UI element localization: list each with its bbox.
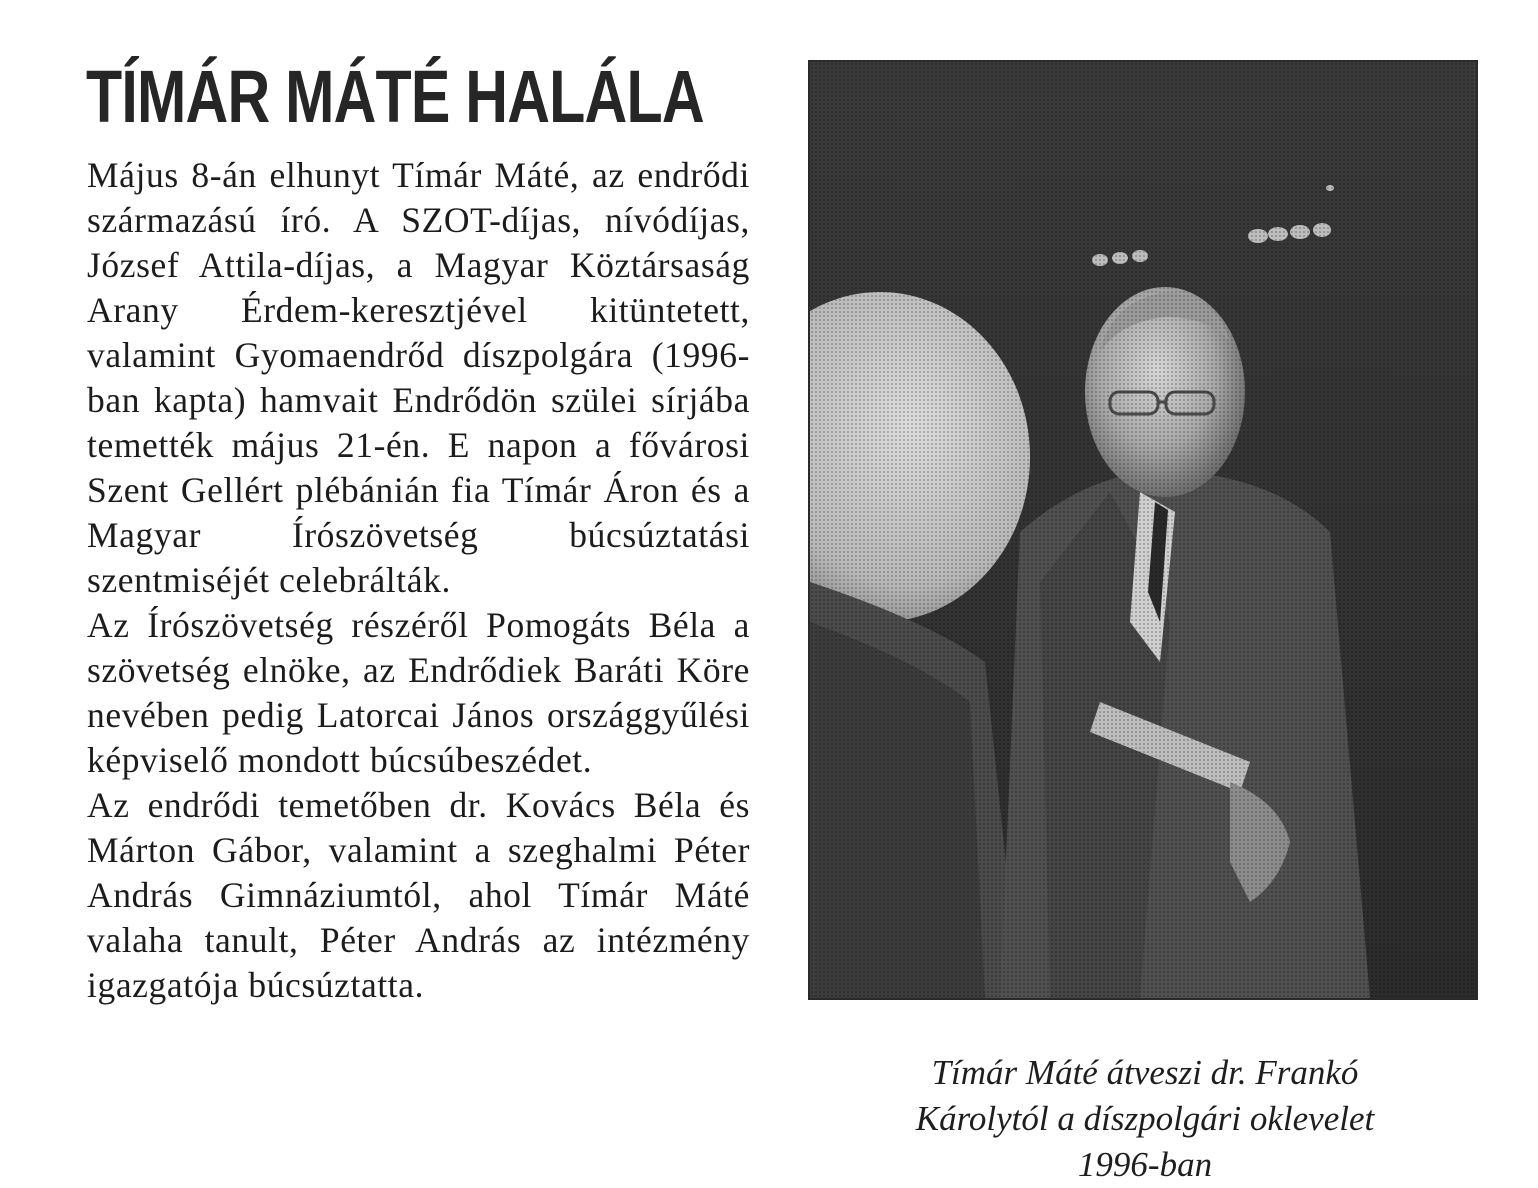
caption-line: 1996-ban xyxy=(1077,1145,1213,1184)
photo-caption xyxy=(812,1050,1478,1188)
article-paragraph: Az Írószövetség részéről Pomogáts Béla a szövetség elnöke, az Endrődiek Baráti Köre nevében pedig Latorcai János országgyűlési képviselő mondott búcsúbeszédet. xyxy=(87,605,750,780)
award-photo xyxy=(808,60,1478,1000)
article-paragraph: Az endrődi temetőben dr. Kovács Béla és Márton Gábor, valamint a szeghalmi Péter András Gimnáziumtól, ahol Tímár Máté valaha tanult, Péter András az intézmény igazgatója búcsúztatta. xyxy=(87,785,750,1005)
article-title: TÍMÁR MÁTÉ HALÁLA xyxy=(86,55,704,138)
caption-line: Tímár Máté átveszi dr. Frankó xyxy=(931,1053,1359,1092)
article-body xyxy=(87,153,750,1008)
caption-line: Károlytól a díszpolgári oklevelet xyxy=(915,1099,1375,1138)
article-paragraph: Május 8-án elhunyt Tímár Máté, az endrődi származású író. A SZOT-díjas, nívódíjas, József Attila-díjas, a Magyar Köztársaság Arany Érdem-keresztjével kitüntetett, valamint Gyomaendrőd díszpolgára (1996-ban kapta) hamvait Endrődön szülei sírjába temették május 21-én. E napon a fővárosi Szent Gellért plébánián fia Tímár Áron és a Magyar Írószövetség búcsúztatási szentmiséjét celebrálták. xyxy=(87,155,750,600)
